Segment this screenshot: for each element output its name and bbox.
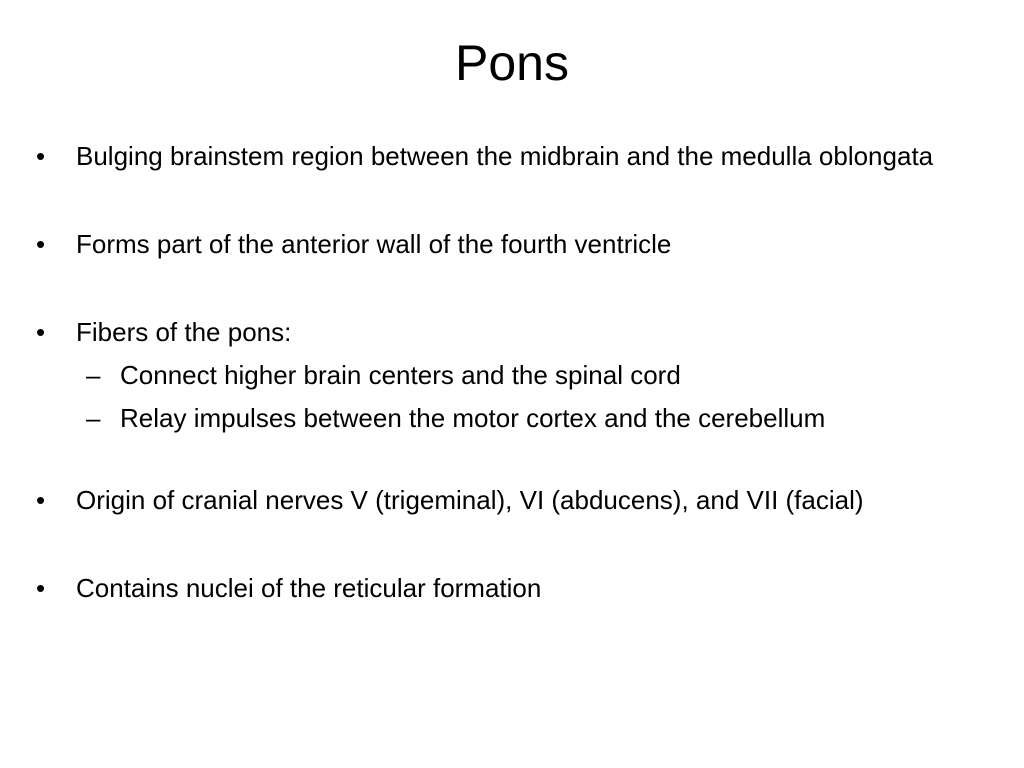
dash-icon: – — [86, 360, 101, 390]
bullet-item-region — [36, 138, 936, 174]
bullet-icon: • — [36, 229, 46, 259]
bullet-text: Origin of cranial nerves V (trigeminal), VI (abducens), and VII (facial) — [76, 485, 864, 515]
slide-title: Pons — [455, 35, 569, 91]
bullet-text: Fibers of the pons: — [76, 317, 292, 347]
bullet-text: Contains nuclei of the reticular formation — [76, 573, 542, 603]
bullet-item-cranial-nerves — [36, 482, 936, 518]
bullet-icon: • — [36, 485, 46, 515]
sub-item-relay — [36, 400, 936, 436]
bullet-item-ventricle — [36, 226, 936, 262]
dash-icon: – — [86, 403, 101, 433]
sub-item-connect — [36, 357, 936, 393]
bullet-icon: • — [36, 573, 46, 603]
bullet-text: Forms part of the anterior wall of the fourth ventricle — [76, 229, 672, 259]
bullet-text: Bulging brainstem region between the midbrain and the medulla oblongata — [76, 141, 934, 171]
bullet-icon: • — [36, 317, 46, 347]
bullet-icon: • — [36, 141, 46, 171]
bullet-item-fibers — [36, 314, 936, 350]
sub-item-text: Connect higher brain centers and the spinal cord — [120, 360, 681, 390]
sub-item-text: Relay impulses between the motor cortex and the cerebellum — [120, 403, 826, 433]
bullet-list — [36, 138, 936, 606]
bullet-item-reticular — [36, 570, 936, 606]
